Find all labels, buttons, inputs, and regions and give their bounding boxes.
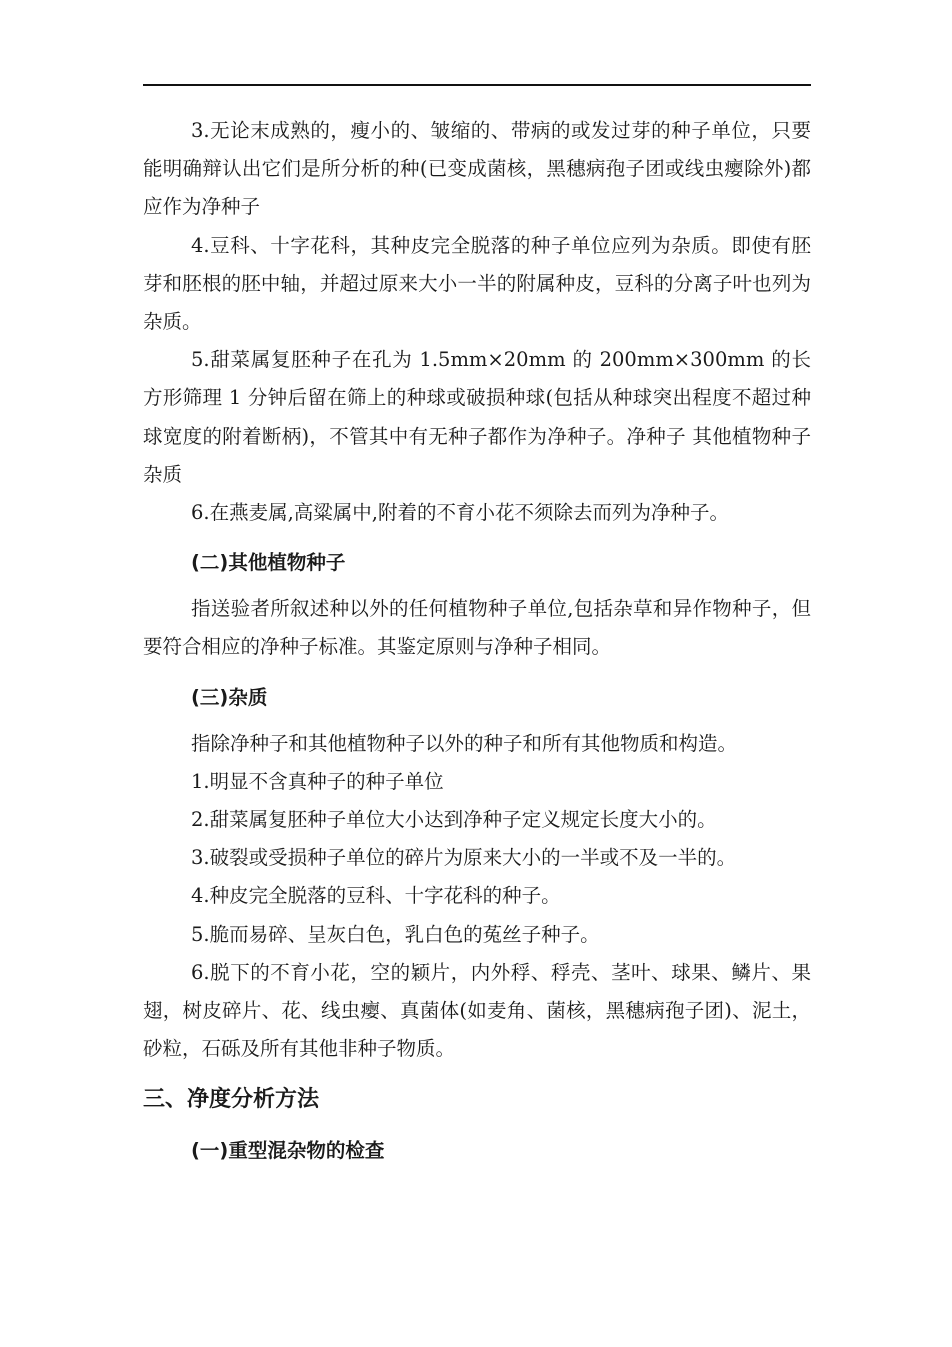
document-body bbox=[143, 112, 811, 1178]
paragraph-item-4: 4.豆科、十字花科，其种皮完全脱落的种子单位应列为杂质。即使有胚芽和胚根的胚中轴，并超过原来大小一半的附属种皮，豆科的分离子叶也列为杂质。 bbox=[143, 233, 811, 334]
paragraph-item-5: 5.甜菜属复胚种子在孔为 1.5mm×20mm 的 200mm×300mm 的长方形筛理 1 分钟后留在筛上的种球或破损种球(包括从种球突出程度不超过种球宽度的附着断柄)，不管其中有无种子都作为净种子。净种子 其他植物种子 杂质 bbox=[143, 348, 811, 486]
paragraph-impurity-3: 3.破裂或受损种子单位的碎片为原来大小的一半或不及一半的。 bbox=[191, 846, 737, 870]
paragraph-impurity-1: 1.明显不含真种子的种子单位 bbox=[191, 769, 444, 793]
header-rule bbox=[143, 84, 811, 86]
paragraph-impurity-2: 2.甜菜属复胚种子单位大小达到净种子定义规定长度大小的。 bbox=[191, 808, 717, 832]
paragraph-impurities-intro: 指除净种子和其他植物种子以外的种子和所有其他物质和构造。 bbox=[191, 731, 738, 755]
subheading-impurities: (三)杂质 bbox=[191, 685, 268, 709]
subheading-other-seeds: (二)其他植物种子 bbox=[191, 551, 346, 575]
section-heading-purity-analysis: 三、净度分析方法 bbox=[143, 1087, 320, 1113]
paragraph-impurity-6: 6.脱下的不育小花，空的颖片，内外稃、稃壳、茎叶、球果、鳞片、果翅，树皮碎片、花、线虫瘿、真菌体(如麦角、菌核，黑穗病孢子团)、泥土，砂粒，石砾及所有其他非种子物质。 bbox=[143, 960, 811, 1061]
paragraph-other-seeds: 指送验者所叙述种以外的任何植物种子单位,包括杂草和异作物种子，但要符合相应的净种子标准。其鉴定原则与净种子相同。 bbox=[143, 597, 811, 659]
paragraph-impurity-4: 4.种皮完全脱落的豆科、十字花科的种子。 bbox=[191, 884, 561, 908]
paragraph-item-6: 6.在燕麦属,高粱属中,附着的不育小花不须除去而列为净种子。 bbox=[191, 501, 730, 525]
subheading-heavy-contaminants: (一)重型混杂物的检查 bbox=[191, 1139, 385, 1163]
paragraph-item-3: 3.无论末成熟的，瘦小的、皱缩的、带病的或发过芽的种子单位，只要能明确辩认出它们是所分析的种(已变成菌核，黑穗病孢子团或线虫瘿除外)都应作为净种子 bbox=[143, 119, 811, 219]
paragraph-impurity-5: 5.脆而易碎、呈灰白色，乳白色的菟丝子种子。 bbox=[191, 922, 600, 946]
